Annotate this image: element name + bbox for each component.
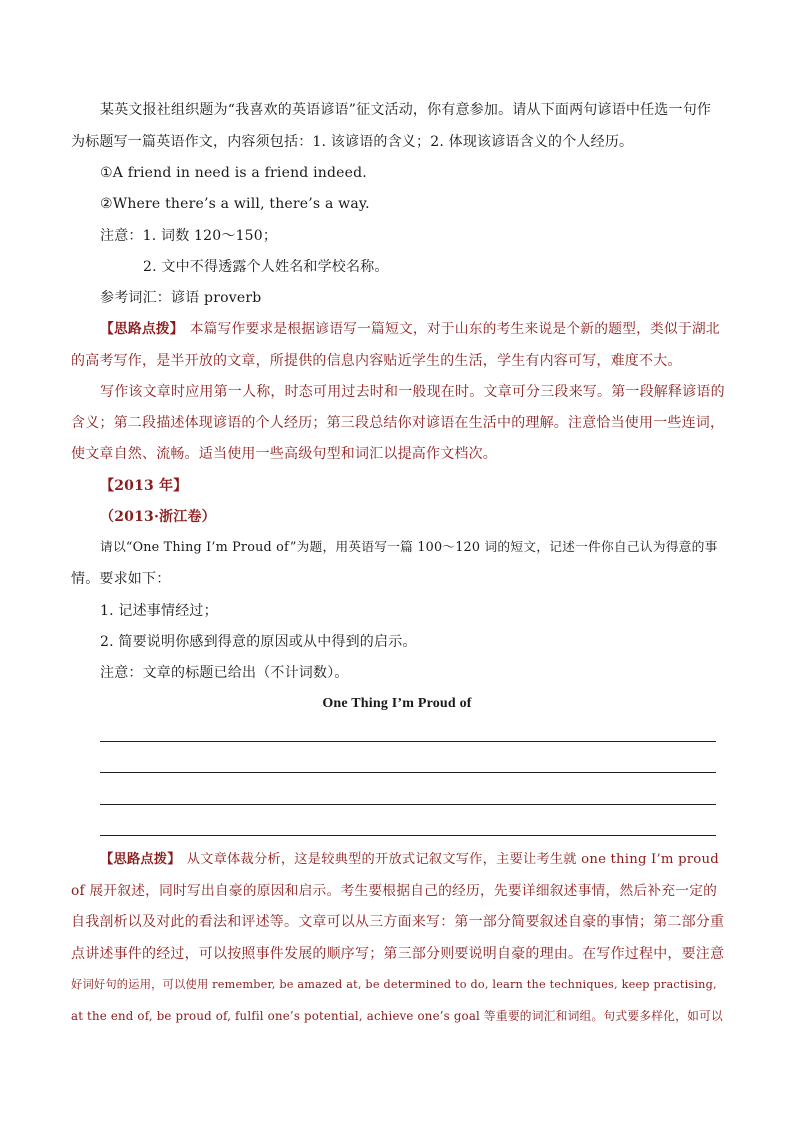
tips-1-label: 【思路点拨】 xyxy=(100,321,184,337)
tips-1-line-5: 使文章自然、流畅。适当使用一些高级句型和词汇以提高作文档次。 xyxy=(71,446,497,462)
tips-2-line-4: 点讲述事件的经过，可以按照事件发展的顺序写；第三部分则要说明自豪的理由。在写作过程中，要注意 xyxy=(71,946,725,962)
prompt-line-1: 某英文报社组织题为“我喜欢的英语谚语”征文活动，你有意参加。请从下面两句谚语中任选一句作 xyxy=(100,102,712,118)
requirement-1: 1. 记述事情经过； xyxy=(100,603,218,619)
tips-2-line-5: 好词好句的运用，可以使用 remember, be amazed at, be determined to do, learn the techniques, keep practising, xyxy=(71,978,717,991)
tips-2-line-2: of 展开叙述，同时写出自豪的原因和启示。考生要根据自己的经历，先要详细叙述事情，然后补充一定的 xyxy=(71,883,718,899)
proverb-option-1: ①A friend in need is a friend indeed. xyxy=(100,165,367,181)
essay-title: One Thing I’m Proud of xyxy=(322,696,472,711)
writing-line xyxy=(100,741,716,742)
writing-line xyxy=(100,804,716,805)
tips-1-line-2: 的高考写作，是半开放的文章，所提供的信息内容贴近学生的生活，学生有内容可写，难度不大。 xyxy=(71,353,682,369)
tips-1-line-1 xyxy=(100,320,720,338)
prompt-line-2: 为标题写一篇英语作文，内容须包括：1. 该谚语的含义；2. 体现该谚语含义的个人经历。 xyxy=(71,134,634,150)
tips-2-text-1: 从文章体裁分析，这是较典型的开放式记叙文写作，主要让考生就 one thing I’m proud xyxy=(186,852,719,867)
note-line-1: 注意：1. 词数 120～150； xyxy=(100,228,278,244)
section-year: 【2013 年】 xyxy=(100,478,188,494)
reference-vocab: 参考词汇：谚语 proverb xyxy=(100,290,262,306)
requirement-2: 2. 简要说明你感到得意的原因或从中得到的启示。 xyxy=(100,634,417,650)
task-note: 注意：文章的标题已给出（不计词数）。 xyxy=(100,665,349,681)
tips-2-label: 【思路点拨】 xyxy=(100,852,181,867)
proverb-option-2: ②Where there’s a will, there’s a way. xyxy=(100,196,370,212)
tips-1-line-3: 写作该文章时应用第一人称，时态可用过去时和一般现在时。文章可分三段来写。第一段解释谚语的 xyxy=(100,384,725,400)
task-line-2: 情。要求如下： xyxy=(71,571,171,587)
writing-line xyxy=(100,835,716,836)
tips-2-line-3: 自我剖析以及对此的看法和评述等。文章可以从三方面来写：第一部分简要叙述自豪的事情；第二部分重 xyxy=(71,914,725,930)
tips-2-line-6: at the end of, be proud of, fulfil one’s potential, achieve one’s goal 等重要的词汇和词组。句式要多样化，如可以 xyxy=(71,1009,723,1023)
writing-line xyxy=(100,772,716,773)
note-line-2: 2. 文中不得透露个人姓名和学校名称。 xyxy=(143,259,389,275)
task-line-1: 请以“One Thing I’m Proud of”为题，用英语写一篇 100～120 词的短文，记述一件你自己认为得意的事 xyxy=(100,540,718,555)
section-paper: （2013·浙江卷） xyxy=(100,509,216,525)
tips-1-line-4: 含义；第二段描述体现谚语的个人经历；第三段总结你对谚语在生活中的理解。注意恰当使用一些连词， xyxy=(71,415,725,431)
tips-2-line-1 xyxy=(100,851,719,869)
tips-1-text-1: 本篇写作要求是根据谚语写一篇短文，对于山东的考生来说是个新的题型，类似于湖北 xyxy=(189,321,720,337)
